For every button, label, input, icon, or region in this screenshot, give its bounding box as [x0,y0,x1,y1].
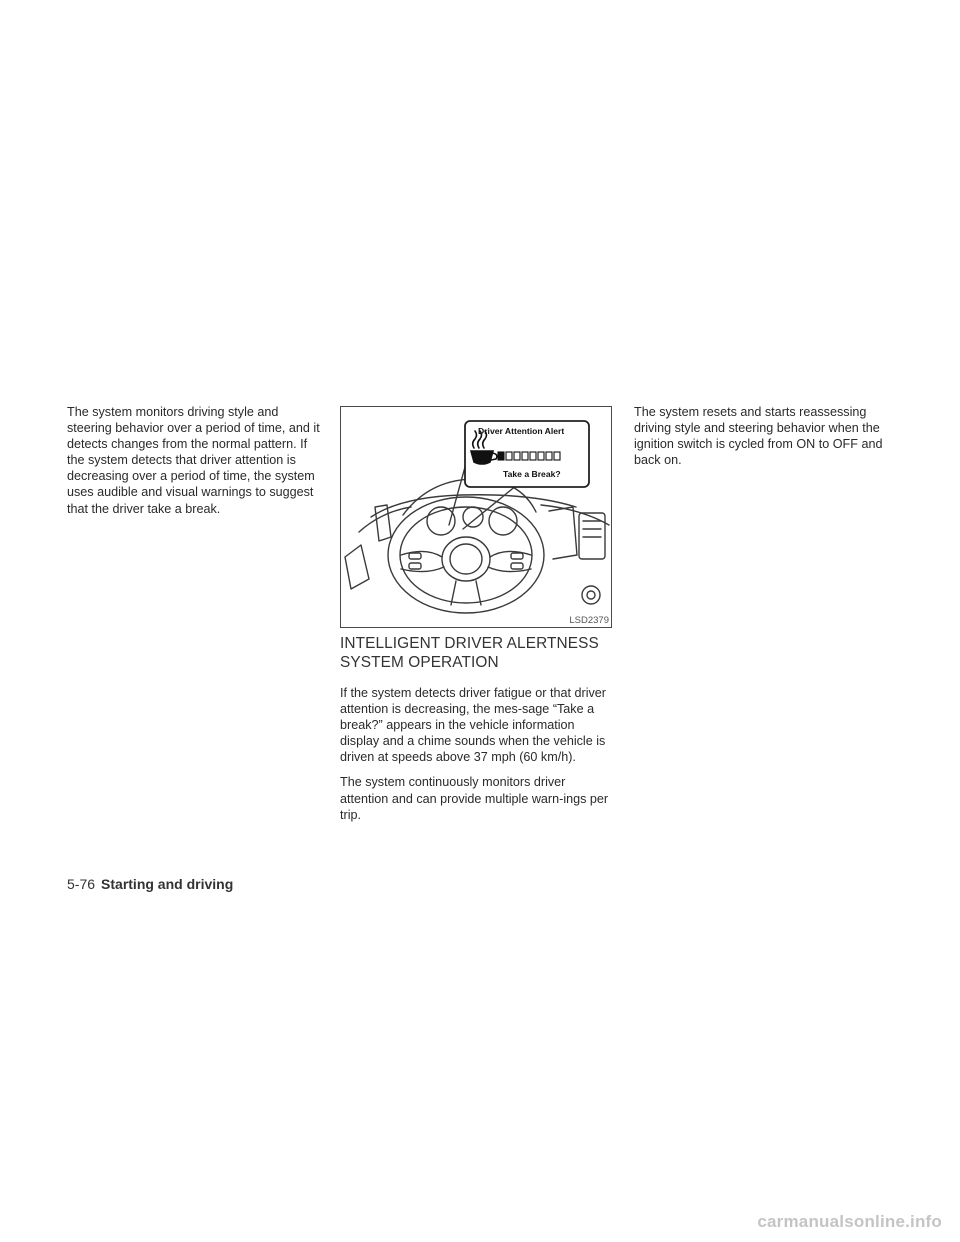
body-paragraph: The system monitors driving style and steering behavior over a period of time, and it detects changes from the normal pattern. If the system detects that driver attention is decreasing over a period of time, the system uses audible and visual warnings to suggest that the driver take a break. [67,405,320,516]
watermark: carmanualsonline.info [757,1212,942,1231]
left-column [67,404,322,526]
section-heading-line-2: SYSTEM OPERATION [340,654,499,671]
body-paragraph: If the system detects driver fatigue or that driver attention is decreasing, the mes-sage “Take a break?” appears in the vehicle information display and a chime sounds when the vehicle is driven at speeds above 37 mph (60 km/h). [340,686,606,765]
driver-attention-figure [340,406,612,628]
figure-code: LSD2379 [569,615,609,626]
page-number: 5-76 [67,876,96,892]
dashboard-illustration [341,407,612,628]
middle-column [340,634,612,832]
display-message: Take a Break? [503,469,561,479]
chapter-title: Starting and driving [101,876,234,892]
right-column [634,404,906,477]
body-paragraph: The system resets and starts reassessing driving style and steering behavior when the ignition switch is cycled from ON to OFF and back on. [634,405,883,468]
body-paragraph: The system continuously monitors driver attention and can provide multiple warn-ings per trip. [340,775,609,822]
section-heading [340,634,612,672]
section-heading-line-1: INTELLIGENT DRIVER ALERTNESS [340,635,599,652]
display-title: Driver Attention Alert [478,426,565,436]
page-footer [67,876,233,892]
